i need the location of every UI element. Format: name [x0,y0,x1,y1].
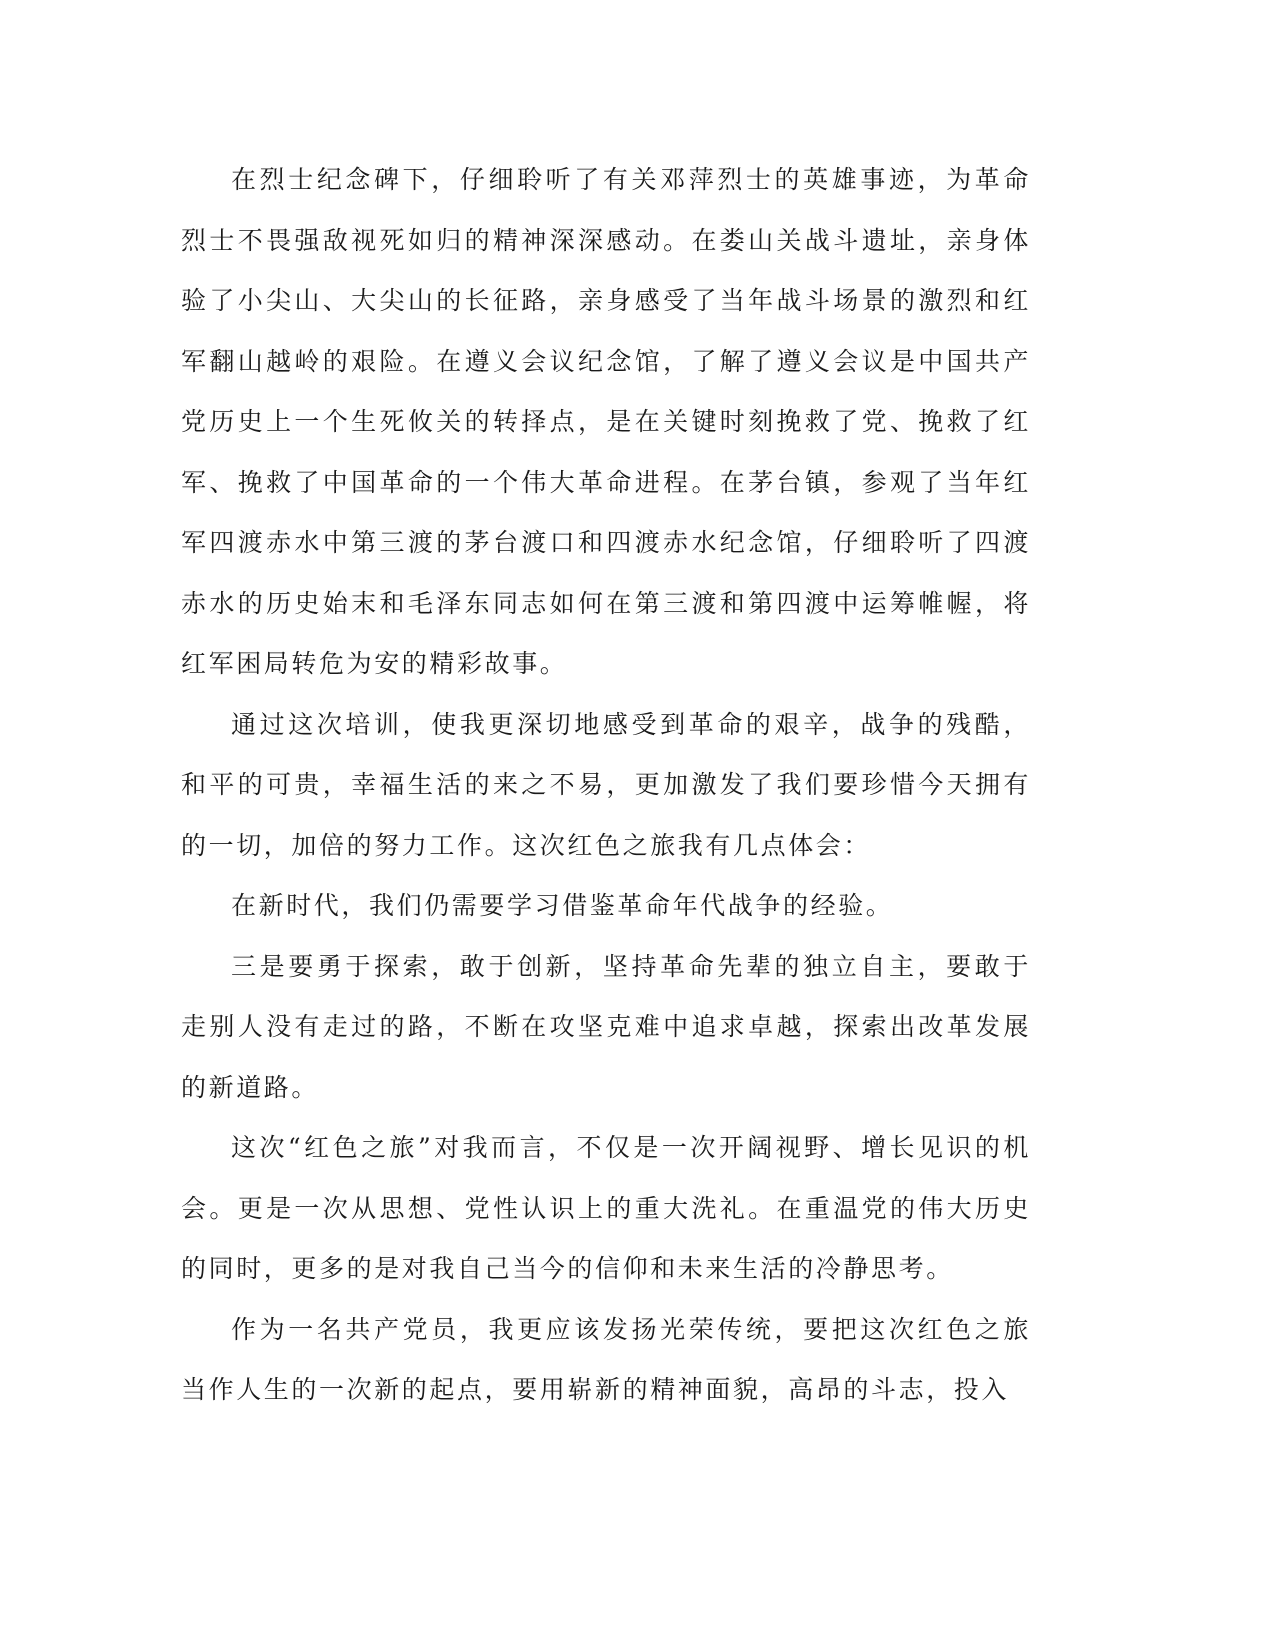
paragraph-point-three: 三是要勇于探索，敢于创新，坚持革命先辈的独立自主，要敢于走别人没有走过的路，不断在攻坚克难中追求卓越，探索出改革发展的新道路。 [181,951,1031,1102]
paragraph-training-reflection: 通过这次培训，使我更深切地感受到革命的艰辛，战争的残酷，和平的可贵，幸福生活的来之不易，更加激发了我们要珍惜今天拥有的一切，加倍的努力工作。这次红色之旅我有几点体会： [181,709,1031,860]
paragraph-new-era: 在新时代，我们仍需要学习借鉴革命年代战争的经验。 [231,891,894,920]
paragraph-party-member: 作为一名共产党员，我更应该发扬光荣传统，要把这次红色之旅当作人生的一次新的起点，要用崭新的精神面貌，高昂的斗志，投入 [181,1314,1031,1404]
paragraph-memorial-visit: 在烈士纪念碑下，仔细聆听了有关邓萍烈士的英雄事迹，为革命烈士不畏强敌视死如归的精神深深感动。在娄山关战斗遗址，亲身体验了小尖山、大尖山的长征路，亲身感受了当年战斗场景的激烈和红军翻山越岭的艰险。在遵义会议纪念馆，了解了遵义会议是中国共产党历史上一个生死攸关的转择点，是在关键时刻挽救了党、挽救了红军、挽救了中国革命的一个伟大革命进程。在茅台镇，参观了当年红军四渡赤水中第三渡的茅台渡口和四渡赤水纪念馆，仔细聆听了四渡赤水的历史始末和毛泽东同志如何在第三渡和第四渡中运筹帷幄，将红军困局转危为安的精彩故事。 [181,165,1031,678]
document-body [181,150,1031,1421]
paragraph-red-journey: 这次“红色之旅”对我而言，不仅是一次开阔视野、增长见识的机会。更是一次从思想、党性认识上的重大洗礼。在重温党的伟大历史的同时，更多的是对我自己当今的信仰和未来生活的冷静思考。 [181,1133,1031,1283]
